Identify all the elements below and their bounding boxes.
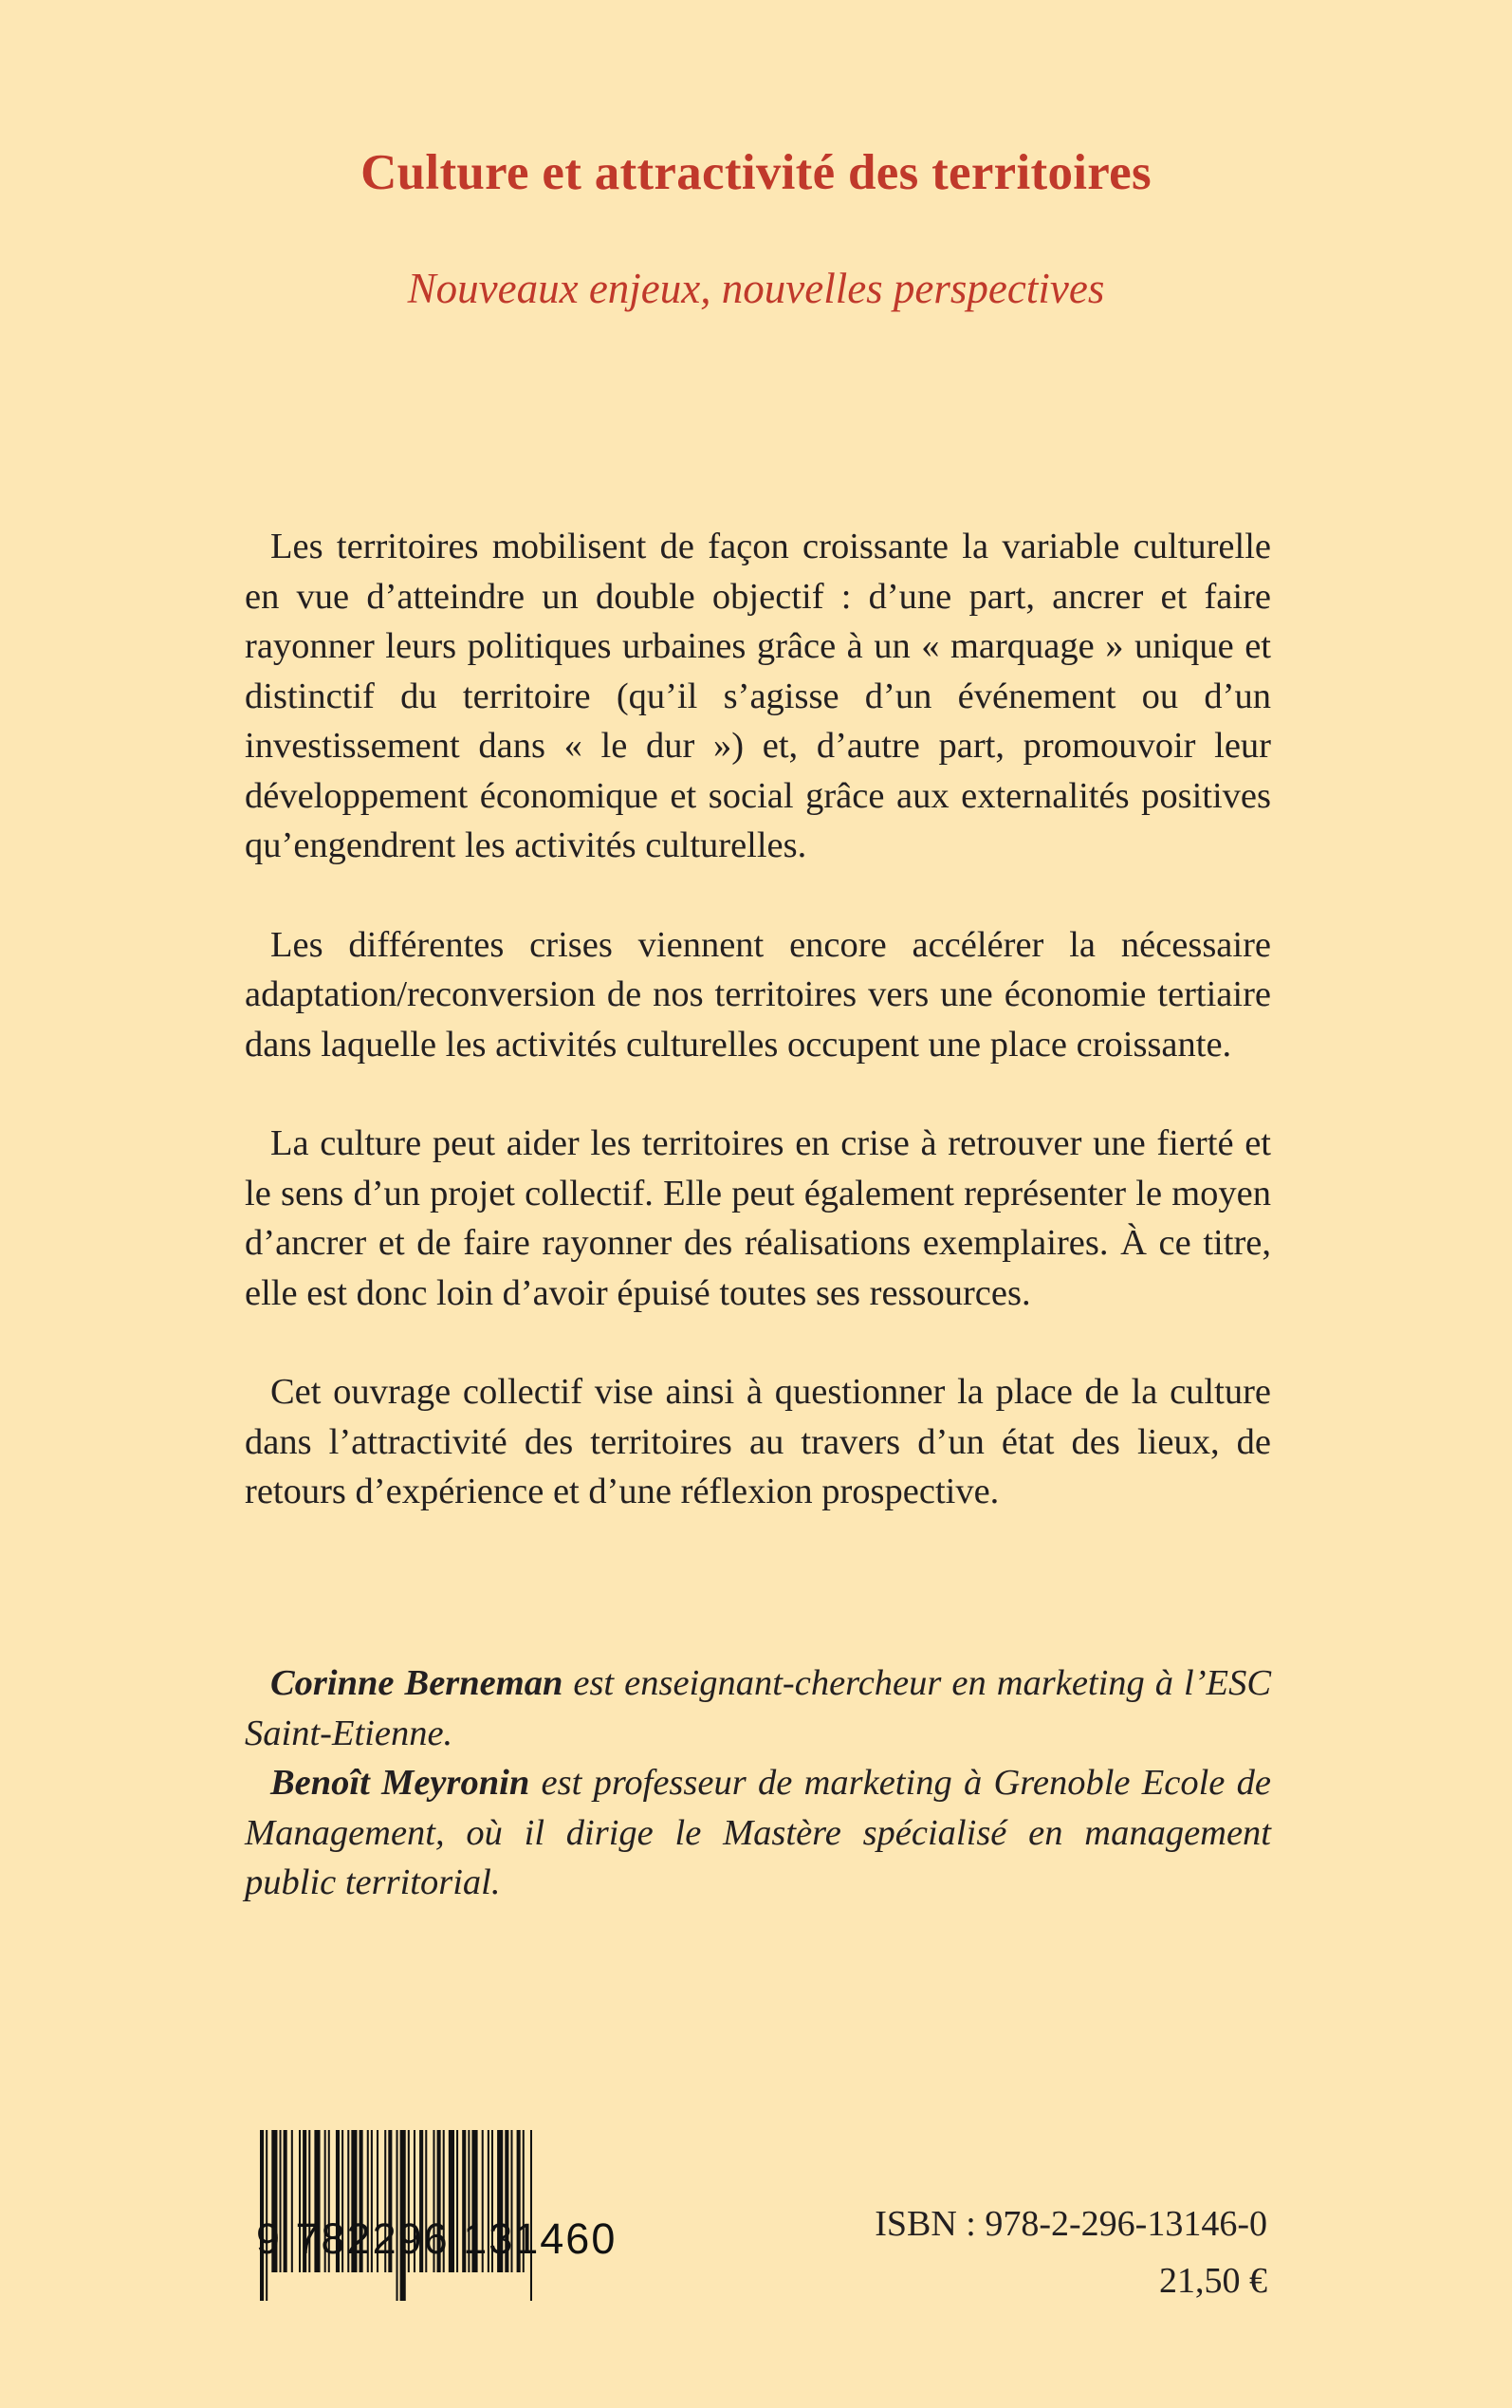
author-name: Benoît Meyronin [270, 1763, 530, 1803]
summary-paragraph: Les différentes crises viennent encore accélérer la nécessaire adaptation/reconversion de nos territoires vers une économie tertiaire dans laquelle les activités culturelles occupent une place croissante. [245, 924, 1271, 1065]
barcode-digits: 9 782296 131460 [256, 2214, 618, 2263]
author-bios [245, 1658, 1271, 1908]
author-bio [245, 1758, 1271, 1908]
author-name: Corinne Berneman [270, 1663, 563, 1703]
summary-paragraph: La culture peut aider les territoires en crise à retrouver une fierté et le sens d’un projet collectif. Elle peut également représenter le moyen d’ancrer et de faire rayonner des réalisations exemplaires. À ce titre, elle est donc loin d’avoir épuisé toutes ses ressources. [245, 1123, 1271, 1313]
summary-paragraph: Cet ouvrage collectif vise ainsi à questionner la place de la culture dans l’attractivité des territoires au travers d’un état des lieux, de retours d’expérience et d’une réflexion prospective. [245, 1372, 1271, 1511]
price: 21,50 € [1159, 2261, 1267, 2301]
isbn: ISBN : 978-2-296-13146-0 [875, 2204, 1267, 2244]
book-subtitle: Nouveaux enjeux, nouvelles perspectives [407, 265, 1105, 312]
author-description: est professeur de marketing à Grenoble Ecole de Management, où il dirige le Mastère spécialisé en management public territorial. [245, 1763, 1272, 1902]
summary-paragraph: Les territoires mobilisent de façon croissante la variable culturelle en vue d’atteindre un double objectif : d’une part, ancrer et faire rayonner leurs politiques urbaines grâce à un « marquage » unique et distinctif du territoire (qu’il s’agisse d’un événement ou d’un investissement dans « le dur ») et, d’autre part, promouvoir leur développement économique et social grâce aux externalités positives qu’engendrent les activités culturelles. [245, 527, 1271, 865]
back-cover-summary [245, 522, 1271, 1566]
author-description: est enseignant-chercheur en marketing à l’ESC Saint-Etienne. [245, 1663, 1271, 1753]
author-bio [245, 1658, 1271, 1758]
book-title: Culture et attractivité des territoires [360, 145, 1152, 200]
